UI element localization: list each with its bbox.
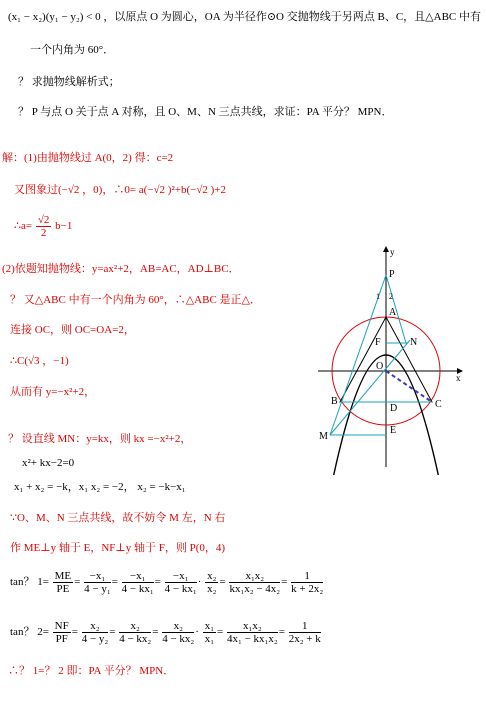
tan1-equation: tan？ 1= $\frac{ME}{PE}$ = $\frac{\text{−x₁}}{\text{4 − y₁}}$ = $\frac{\text{−x₁}}{\text{4 − kx₁}}$ = $\frac{\text{−x₁}}{\text{4 − kx₁}}$ · $\frac{\text{x₂}}{\text{x₂}}$ = $\frac{\text{x₁x₂}}{\text{kx₁x₂ − 4x₂}}$ = $\frac{1}{\text{k + 2x₂}}$ bbox=[10, 569, 324, 595]
tan1-fraction-6: $\frac{\text{x₁x₂}}{\text{kx₁x₂ − 4x₂}}$ bbox=[229, 569, 281, 595]
tan2-fraction-1: $\frac{NF}{PF}$ bbox=[54, 619, 69, 645]
solution-step-4: (2)依题知抛物线：y=ax²+2，AB=AC，AD⊥BC． bbox=[2, 263, 240, 275]
tan2-fraction-7: $\frac{1}{\text{2x₂ + k}}$ bbox=[288, 619, 321, 645]
solution-step-6: 连接 OC，则 OC=OA=2， bbox=[10, 324, 135, 336]
tan1-fraction-1: $\frac{ME}{PE}$ bbox=[54, 569, 72, 595]
condition-math: (x₁ − x₂)(y₁ − y₂) < 0 bbox=[8, 11, 101, 23]
solution-step-3 bbox=[14, 214, 72, 239]
segment-oc bbox=[386, 371, 432, 402]
label-x: x bbox=[456, 373, 461, 383]
label-d: D bbox=[390, 403, 398, 414]
label-o: O bbox=[376, 361, 384, 372]
tan1-fraction-5: $\frac{\text{x₂}}{\text{x₂}}$ bbox=[207, 569, 217, 595]
tan1-lhs: tan？ 1= bbox=[10, 576, 49, 588]
solution-step-9: ？ 设直线 MN：y=kx，则 kx =−x²+2， bbox=[8, 433, 192, 445]
step3-suffix: b−1 bbox=[55, 220, 73, 233]
question-1: ？ 求抛物线解析式； bbox=[18, 76, 120, 88]
solution-step-12: ∵O、M、N 三点共线，故不妨令 M 左，N 右 bbox=[10, 512, 226, 524]
tan2-fraction-4: $\frac{\text{x₂}}{\text{4 − kx₂}}$ bbox=[162, 619, 195, 645]
tan2-fraction-3: $\frac{\text{x₂}}{\text{4 − kx₂}}$ bbox=[119, 619, 152, 645]
solution-step-10: x²+ kx−2=0 bbox=[22, 457, 75, 469]
label-m: M bbox=[319, 431, 328, 442]
tan1-fraction-3: $\frac{\text{−x₁}}{\text{4 − kx₁}}$ bbox=[121, 569, 154, 595]
label-1: 1 bbox=[376, 292, 380, 301]
problem-line-2: 一个内角为 60°． bbox=[30, 44, 115, 56]
solution-step-7: ∴C(√3 ，−1) bbox=[10, 355, 69, 367]
step3-fraction bbox=[36, 214, 52, 239]
label-y: y bbox=[390, 247, 395, 257]
label-a: A bbox=[389, 307, 397, 318]
line-mn bbox=[330, 340, 410, 435]
tan2-lhs: tan？ 2= bbox=[10, 626, 49, 638]
tan2-fraction-5: $\frac{\text{x₁}}{\text{x₁}}$ bbox=[204, 619, 215, 645]
label-p: P bbox=[389, 269, 395, 280]
solution-step-1: 解：(1)由抛物线过 A(0，2) 得：c=2 bbox=[2, 152, 174, 164]
tan1-fraction-2: $\frac{\text{−x₁}}{\text{4 − y₁}}$ bbox=[84, 569, 111, 595]
tan2-equation: tan？ 2= $\frac{NF}{PF}$ = $\frac{\text{x₂}}{\text{4 − y₂}}$ = $\frac{\text{x₂}}{\text{4 − kx₂}}$ = $\frac{\text{x₂}}{\text{4 − kx₂}}$ · $\frac{\text{x₁}}{\text{x₁}}$ = $\frac{\text{x₁x₂}}{\text{4x₁ − kx₁x₂}}$ = $\frac{1}{\text{2x₂ + k}}$ bbox=[10, 619, 321, 645]
fraction-denominator: 2 bbox=[40, 227, 47, 239]
fraction-numerator: √2 bbox=[37, 214, 50, 226]
tan1-fraction-7: $\frac{1}{\text{k + 2x₂}}$ bbox=[291, 569, 324, 595]
solution-step-13: 作 ME⊥y 轴于 E，NF⊥y 轴于 F，则 P(0，4) bbox=[10, 542, 226, 554]
step3-prefix: ∴a= bbox=[14, 220, 33, 233]
label-2: 2 bbox=[389, 292, 393, 301]
question-2: ？ P 与点 O 关于点 A 对称，且 O、M、N 三点共线，求证：PA 平分？ MPN． bbox=[18, 106, 393, 118]
label-e: E bbox=[390, 425, 397, 436]
tan1-fraction-4: $\frac{\text{−x₁}}{\text{4 − kx₁}}$ bbox=[164, 569, 197, 595]
label-f: F bbox=[375, 337, 381, 348]
label-c: C bbox=[435, 399, 442, 410]
solution-step-8: 从而有 y=−x²+2， bbox=[10, 386, 96, 398]
solution-step-11: x₁ + x₂ = −k，x₁ x₂ = −2， x₂ = −k−x₁ bbox=[14, 481, 186, 493]
problem-line-1 bbox=[8, 10, 481, 24]
label-b: B bbox=[331, 396, 338, 407]
tan2-fraction-6: $\frac{\text{x₁x₂}}{\text{4x₁ − kx₁x₂}}$ bbox=[227, 619, 278, 645]
solution-conclusion: ∴？ 1=？ 2 即：PA 平分？ MPN． bbox=[8, 665, 175, 677]
tan2-fraction-2: $\frac{\text{x₂}}{\text{4 − y₂}}$ bbox=[81, 619, 109, 645]
solution-step-2: 又图象过(−√2 ，0)，∴0= a(−√2 )²+b(−√2 )+2 bbox=[14, 184, 226, 196]
condition-text: ，以原点 O 为圆心，OA 为半径作⊙O 交抛物线于另两点 B、C，且△ABC 中有 bbox=[103, 11, 481, 23]
label-n: N bbox=[410, 337, 418, 348]
geometry-figure bbox=[310, 245, 470, 475]
solution-step-5: ？ 又△ABC 中有一个内角为 60°，∴△ABC 是正△． bbox=[10, 294, 262, 306]
